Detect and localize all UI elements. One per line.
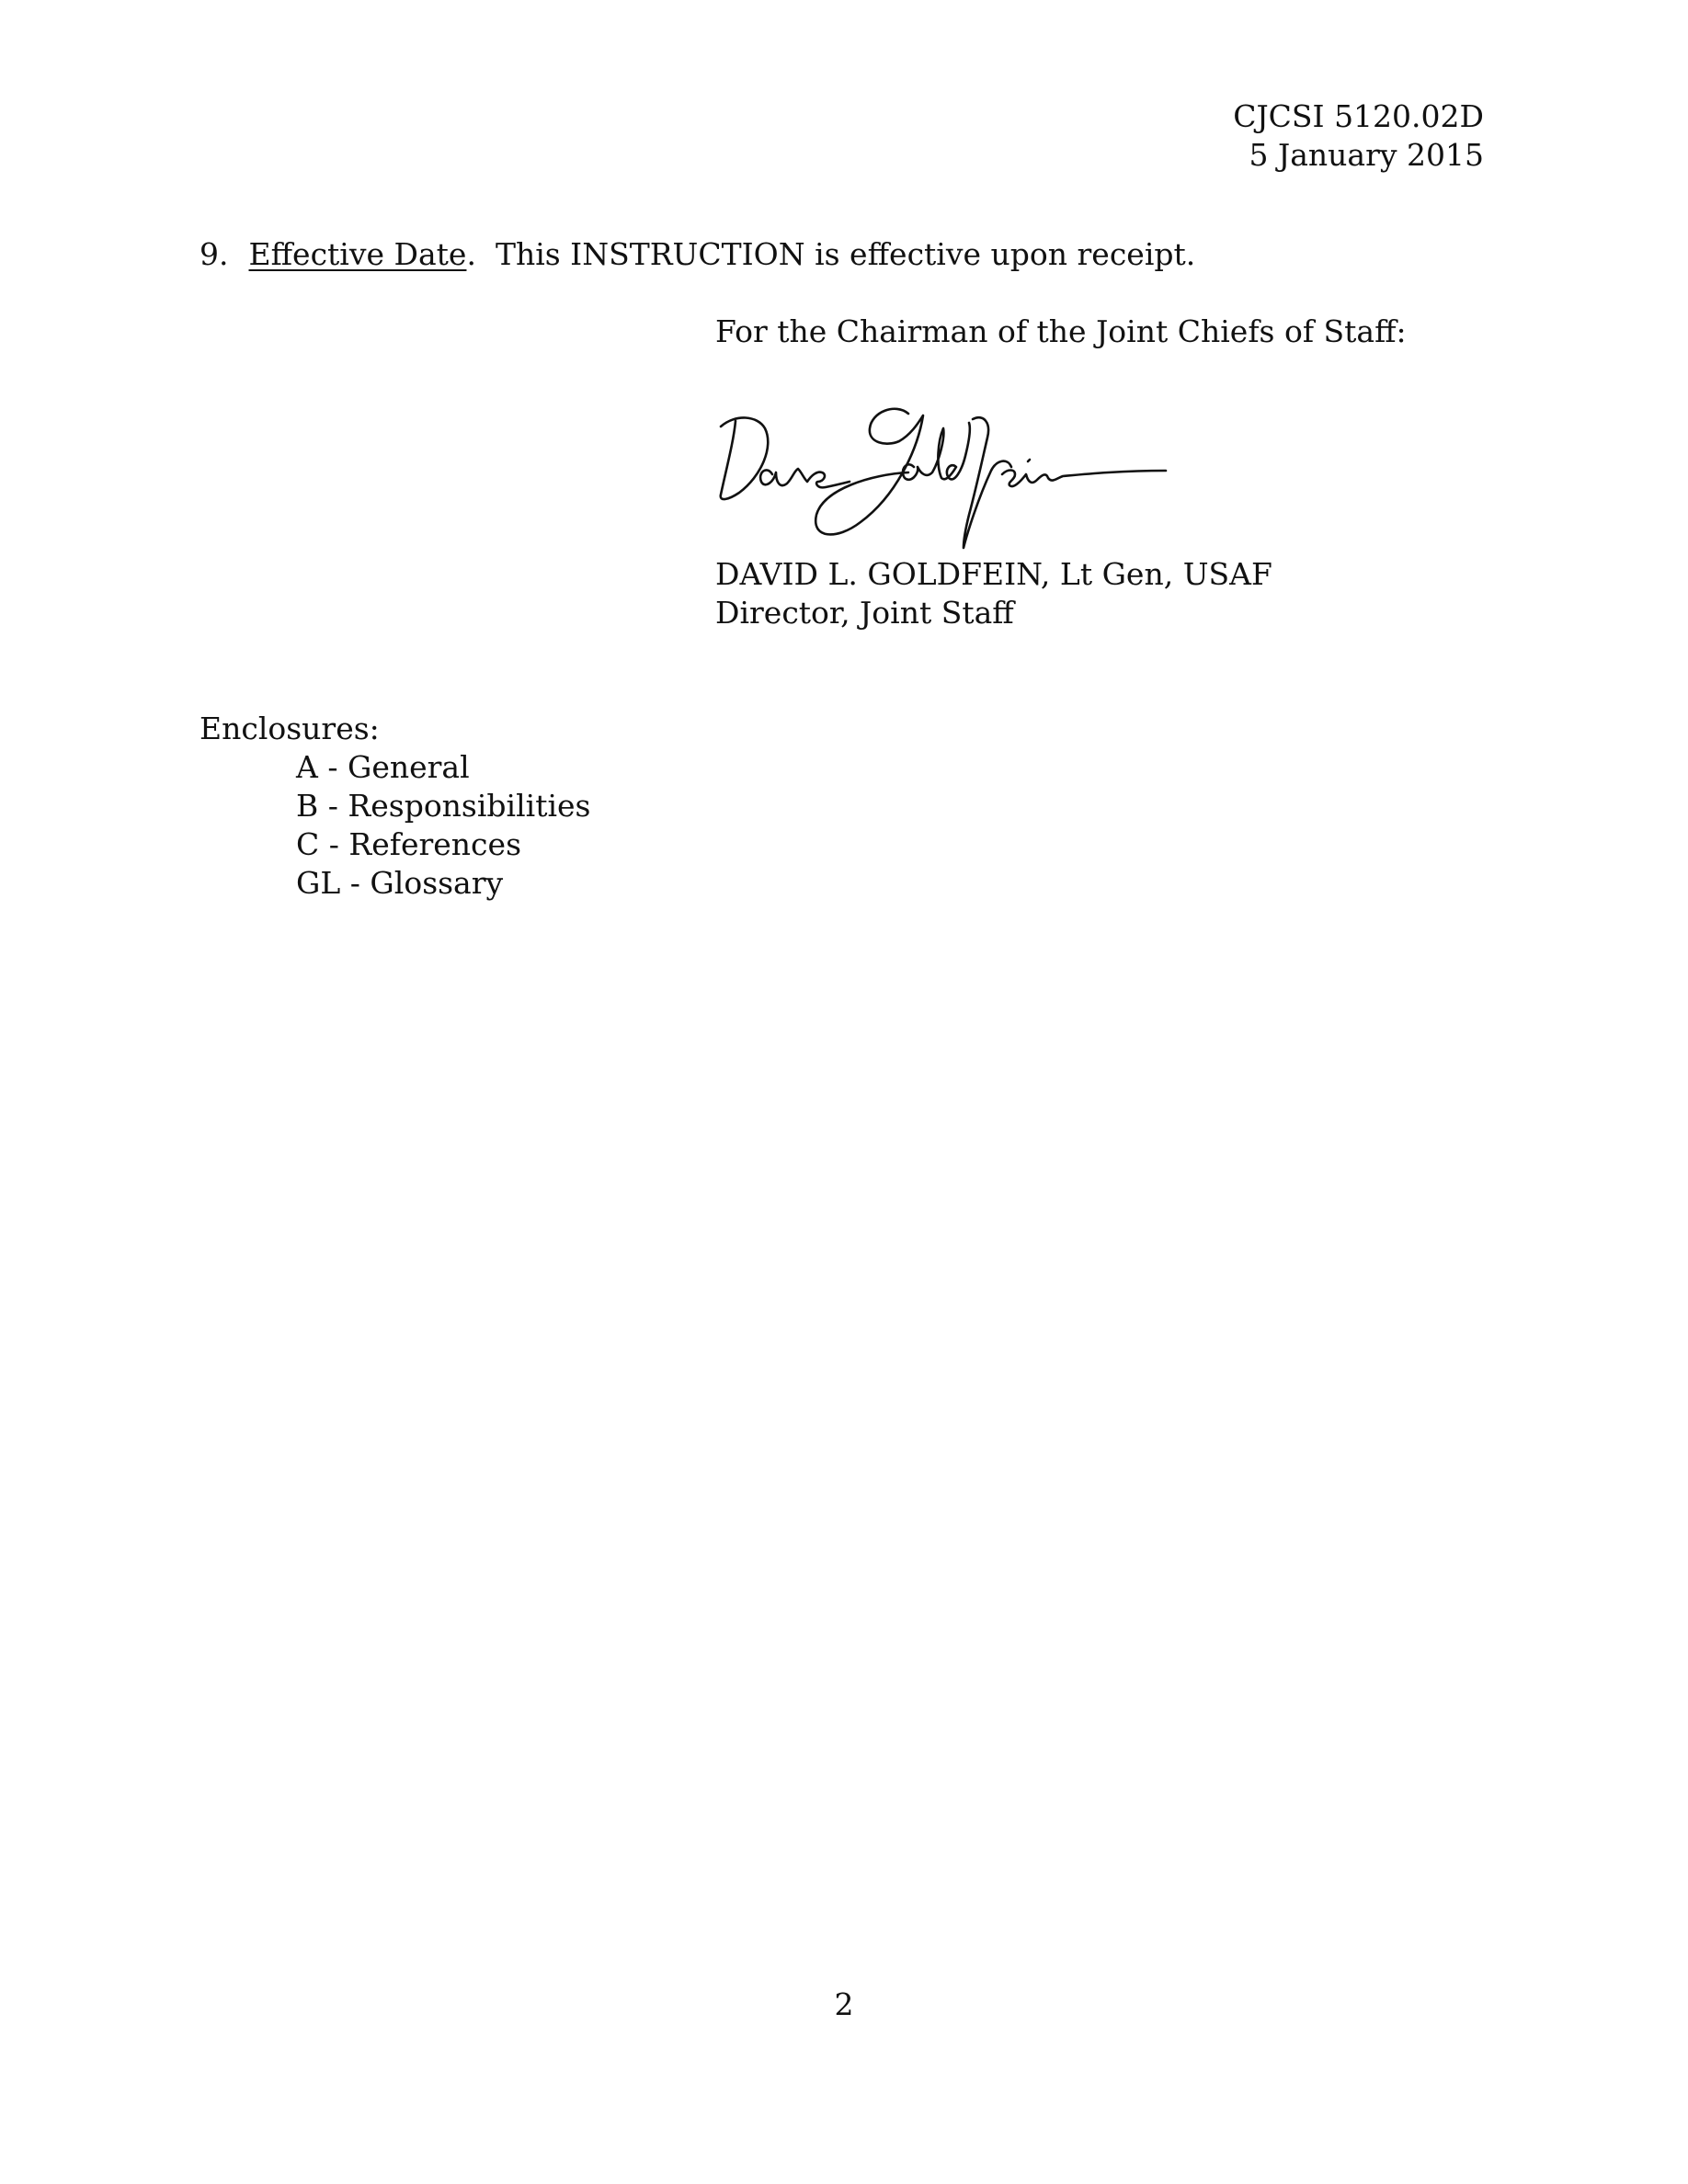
paragraph-heading-punct: . [466, 236, 476, 272]
document-header [1233, 97, 1484, 175]
page-number: 2 [834, 1986, 854, 2022]
handwritten-signature [715, 386, 1193, 552]
paragraph-heading: Effective Date [248, 236, 467, 272]
enclosure-item: B - Responsibilities [296, 788, 591, 824]
paragraph-number: 9. [200, 236, 229, 272]
signature-intro: For the Chairman of the Joint Chiefs of Staff: [715, 313, 1407, 349]
paragraph-effective-date [200, 235, 1195, 274]
enclosure-item: GL - Glossary [296, 865, 504, 901]
signer-title: Director, Joint Staff [715, 595, 1014, 631]
enclosure-item: C - References [296, 826, 522, 862]
signer-name: DAVID L. GOLDFEIN, Lt Gen, USAF [715, 556, 1272, 592]
document-number: CJCSI 5120.02D [1233, 98, 1484, 134]
paragraph-body: This INSTRUCTION is effective upon receipt. [495, 236, 1196, 272]
enclosures-list [296, 748, 591, 903]
enclosures-heading: Enclosures: [200, 711, 380, 746]
document-date: 5 January 2015 [1249, 137, 1484, 173]
enclosure-item: A - General [296, 749, 470, 785]
